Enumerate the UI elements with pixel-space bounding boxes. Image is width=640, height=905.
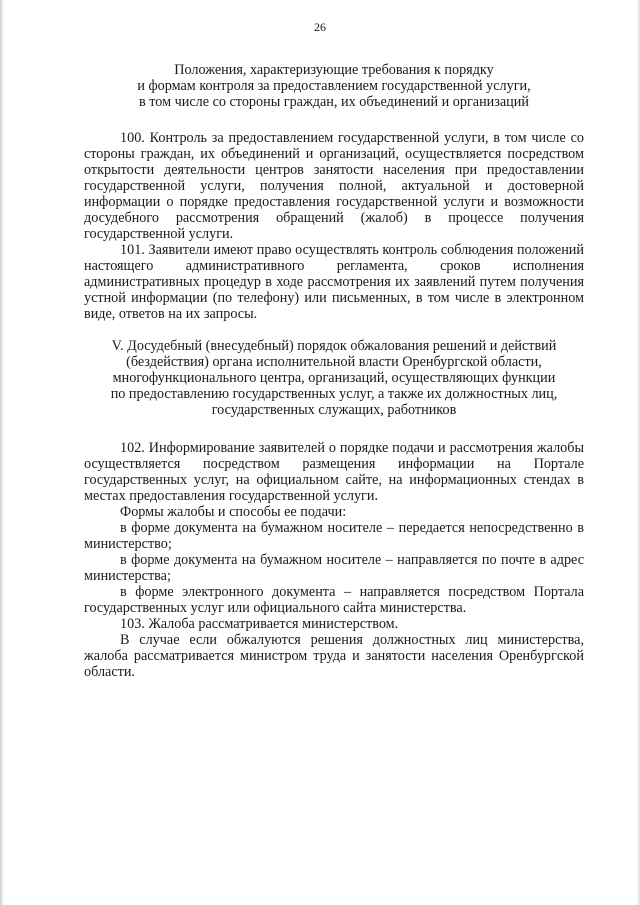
chapter-heading-line: многофункционального центра, организаций, осуществляющих функции <box>112 370 556 386</box>
section-heading <box>84 62 584 110</box>
page-number: 26 <box>314 20 326 34</box>
chapter-heading-line: (бездействия) органа исполнительной власти Оренбургской области, <box>126 354 542 370</box>
chapter-heading-line: V. Досудебный (внесудебный) порядок обжалования решений и действий <box>111 338 557 354</box>
scan-left-edge <box>0 0 4 905</box>
chapter-heading <box>84 338 584 418</box>
complaint-forms-intro: Формы жалобы и способы ее подачи: <box>120 504 347 520</box>
paragraph-100: 100. Контроль за предоставлением государственной услуги, в том числе со стороны граждан, их объединений и организаций, осуществляется посредством открытости деятельности центров занятости населения при предоставлении государственной услуги, получения полной, актуальной и достоверной информации о порядке предоставления государственной услуги и возможности досудебного рассмотрения обращений (жалоб) в процессе получения государственной услуги. <box>84 130 584 242</box>
document-body <box>84 62 584 680</box>
complaint-form-item: в форме документа на бумажном носителе – направляется по почте в адрес министерства; <box>84 552 584 584</box>
section-heading-line: Положения, характеризующие требования к порядку <box>174 62 494 78</box>
paragraph-103: 103. Жалоба рассматривается министерством. <box>120 616 399 632</box>
complaint-form-item: в форме документа на бумажном носителе – передается непосредственно в министерство; <box>84 520 584 552</box>
paragraph-103-detail: В случае если обжалуются решения должностных лиц министерства, жалоба рассматривается министром труда и занятости населения Оренбургской области. <box>84 632 584 680</box>
complaint-form-item: в форме электронного документа – направляется посредством Портала государственных услуг или официального сайта министерства. <box>84 584 584 616</box>
chapter-heading-line: по предоставлению государственных услуг, а также их должностных лиц, <box>110 386 558 402</box>
paragraph-102: 102. Информирование заявителей о порядке подачи и рассмотрения жалобы осуществляется посредством размещения информации на Портале государственных услуг, на официальном сайте, на информационных стендах в местах предоставления государственной услуги. <box>84 440 584 504</box>
section-heading-line: и формам контроля за предоставлением государственной услуги, <box>137 78 531 94</box>
paragraph-101: 101. Заявители имеют право осуществлять контроль соблюдения положений настоящего административного регламента, сроков исполнения административных процедур в ходе рассмотрения их заявлений путем получения устной информации (по телефону) или письменных, в том числе в электронном виде, ответов на их запросы. <box>84 242 584 322</box>
chapter-heading-line: государственных служащих, работников <box>211 402 457 418</box>
section-heading-line: в том числе со стороны граждан, их объединений и организаций <box>139 94 529 110</box>
